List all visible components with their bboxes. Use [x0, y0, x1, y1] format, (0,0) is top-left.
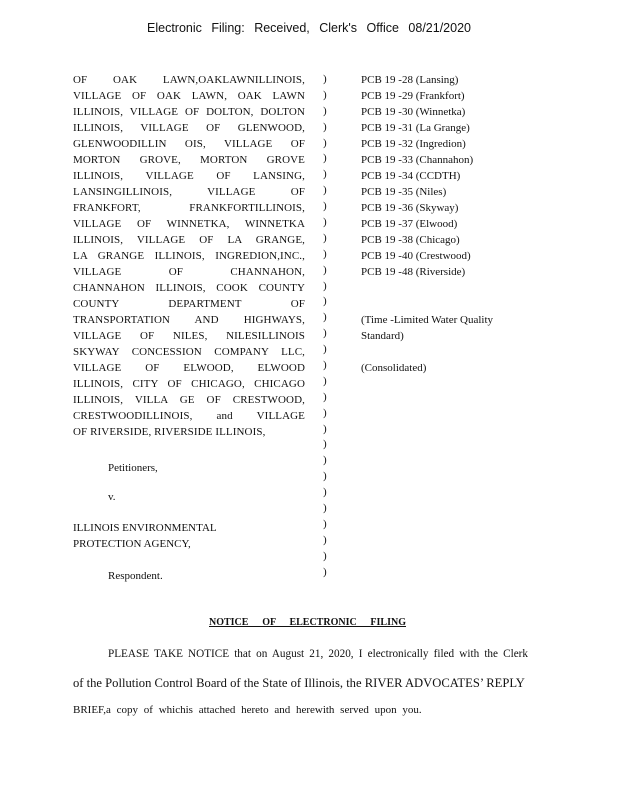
- caption-paren: ): [323, 406, 327, 419]
- caption-paren: ): [323, 327, 327, 340]
- petitioners-label: Petitioners,: [108, 462, 158, 474]
- caption-paren: ): [323, 200, 327, 213]
- caption-paren: ): [323, 263, 327, 276]
- caption-paren: ): [323, 311, 327, 324]
- caption-paren: ): [323, 454, 327, 467]
- caption-paren: ): [323, 343, 327, 356]
- caption-paren: ): [323, 104, 327, 117]
- petitioner-line: VILLAGE OF WINNETKA, WINNETKA: [73, 218, 305, 230]
- caption-parentheses: [323, 72, 333, 581]
- caption-paren: ): [323, 231, 327, 244]
- petitioner-line: VILLAGE OF CHANNAHON,: [73, 266, 305, 278]
- petitioner-line: COUNTY DEPARTMENT OF: [73, 298, 305, 310]
- caption-paren: ): [323, 359, 327, 372]
- caption-paren: ): [323, 438, 327, 451]
- petitioner-line: GLENWOODILLIN OIS, VILLAGE OF: [73, 138, 305, 150]
- respondent-line: ILLINOIS ENVIRONMENTAL: [73, 522, 217, 534]
- case-number: PCB 19 -37 (Elwood): [361, 218, 458, 230]
- caption-paren: ): [323, 168, 327, 181]
- petitioner-line: LANSINGILLINOIS, VILLAGE OF: [73, 186, 305, 198]
- caption-paren: ): [323, 247, 327, 260]
- caption-paren: ): [323, 390, 327, 403]
- case-number: PCB 19 -28 (Lansing): [361, 74, 459, 86]
- versus-label: v.: [108, 491, 116, 503]
- caption-paren: ): [323, 565, 327, 578]
- caption-paren: ): [323, 533, 327, 546]
- petitioner-line: TRANSPORTATION AND HIGHWAYS,: [73, 314, 305, 326]
- caption-paren: ): [323, 279, 327, 292]
- caption-paren: ): [323, 486, 327, 499]
- caption-paren: ): [323, 549, 327, 562]
- case-number: PCB 19 -38 (Chicago): [361, 234, 460, 246]
- petitioner-line: ILLINOIS, VILLAGE OF GLENWOOD,: [73, 122, 305, 134]
- caption-paren: ): [323, 73, 327, 85]
- petitioner-line: ILLINOIS, VILLA GE OF CRESTWOOD,: [73, 394, 305, 406]
- petitioner-line: LA GRANGE ILLINOIS, INGREDION,INC.,: [73, 250, 305, 262]
- case-number: PCB 19 -31 (La Grange): [361, 122, 470, 134]
- notice-paragraph-line: BRIEF,a copy of whichis attached hereto and herewith served upon you.: [73, 704, 422, 716]
- matter-note: (Time -Limited Water Quality Standard): [361, 314, 494, 342]
- petitioner-line: ILLINOIS, CITY OF CHICAGO, CHICAGO: [73, 378, 305, 390]
- petitioner-line: OF RIVERSIDE, RIVERSIDE ILLINOIS,: [73, 426, 266, 438]
- petitioner-line: FRANKFORT, FRANKFORTILLINOIS,: [73, 202, 305, 214]
- notice-paragraph-line: of the Pollution Control Board of the State of Illinois, the RIVER ADVOCATES’ REPLY: [73, 676, 525, 690]
- caption-paren: ): [323, 470, 327, 483]
- caption-paren: ): [323, 88, 327, 101]
- case-number: PCB 19 -30 (Winnetka): [361, 106, 466, 118]
- petitioner-line: ILLINOIS, VILLAGE OF DOLTON, DOLTON: [73, 106, 305, 118]
- caption-paren: ): [323, 502, 327, 515]
- consolidated-note: (Consolidated): [361, 362, 427, 374]
- respondent-label: Respondent.: [108, 570, 163, 582]
- caption-paren: ): [323, 422, 327, 435]
- caption-paren: ): [323, 136, 327, 149]
- case-number: PCB 19 -34 (CCDTH): [361, 170, 461, 182]
- caption-paren: ): [323, 295, 327, 308]
- case-number: PCB 19 -36 (Skyway): [361, 202, 459, 214]
- caption-paren: ): [323, 184, 327, 197]
- petitioner-line: ILLINOIS, VILLAGE OF LANSING,: [73, 170, 305, 182]
- case-numbers-block: [361, 72, 511, 374]
- petitioner-line: VILLAGE OF NILES, NILESILLINOIS: [73, 330, 305, 342]
- case-number: PCB 19 -40 (Crestwood): [361, 250, 471, 262]
- caption-paren: ): [323, 120, 327, 133]
- petitioner-line: CHANNAHON ILLINOIS, COOK COUNTY: [73, 282, 305, 294]
- respondent-line: PROTECTION AGENCY,: [73, 538, 191, 550]
- case-number: PCB 19 -35 (Niles): [361, 186, 447, 198]
- petitioner-line: CRESTWOODILLINOIS, and VILLAGE: [73, 410, 305, 422]
- petitioner-line: ILLINOIS, VILLAGE OF LA GRANGE,: [73, 234, 305, 246]
- petitioner-line: VILLAGE OF OAK LAWN, OAK LAWN: [73, 90, 305, 102]
- electronic-filing-header: Electronic Filing: Received, Clerk's Office 08/21/2020: [147, 21, 471, 35]
- caption-paren: ): [323, 517, 327, 530]
- respondent-block: [73, 520, 217, 552]
- notice-paragraph-line: PLEASE TAKE NOTICE that on August 21, 2020, I electronically filed with the Clerk: [108, 648, 528, 660]
- petitioner-line: MORTON GROVE, MORTON GROVE: [73, 154, 305, 166]
- caption-paren: ): [323, 216, 327, 229]
- petitioner-line: OF OAK LAWN,OAKLAWNILLINOIS,: [73, 74, 305, 86]
- caption-paren: ): [323, 374, 327, 387]
- caption-paren: ): [323, 152, 327, 165]
- case-number: PCB 19 -32 (Ingredion): [361, 138, 466, 150]
- petitioners-block: [73, 72, 305, 440]
- petitioner-line: VILLAGE OF ELWOOD, ELWOOD: [73, 362, 305, 374]
- petitioner-line: SKYWAY CONCESSION COMPANY LLC,: [73, 346, 305, 358]
- case-number: PCB 19 -33 (Channahon): [361, 154, 474, 166]
- notice-title: NOTICE OF ELECTRONIC FILING: [209, 617, 406, 628]
- case-number: PCB 19 -29 (Frankfort): [361, 90, 465, 102]
- case-number: PCB 19 -48 (Riverside): [361, 266, 466, 278]
